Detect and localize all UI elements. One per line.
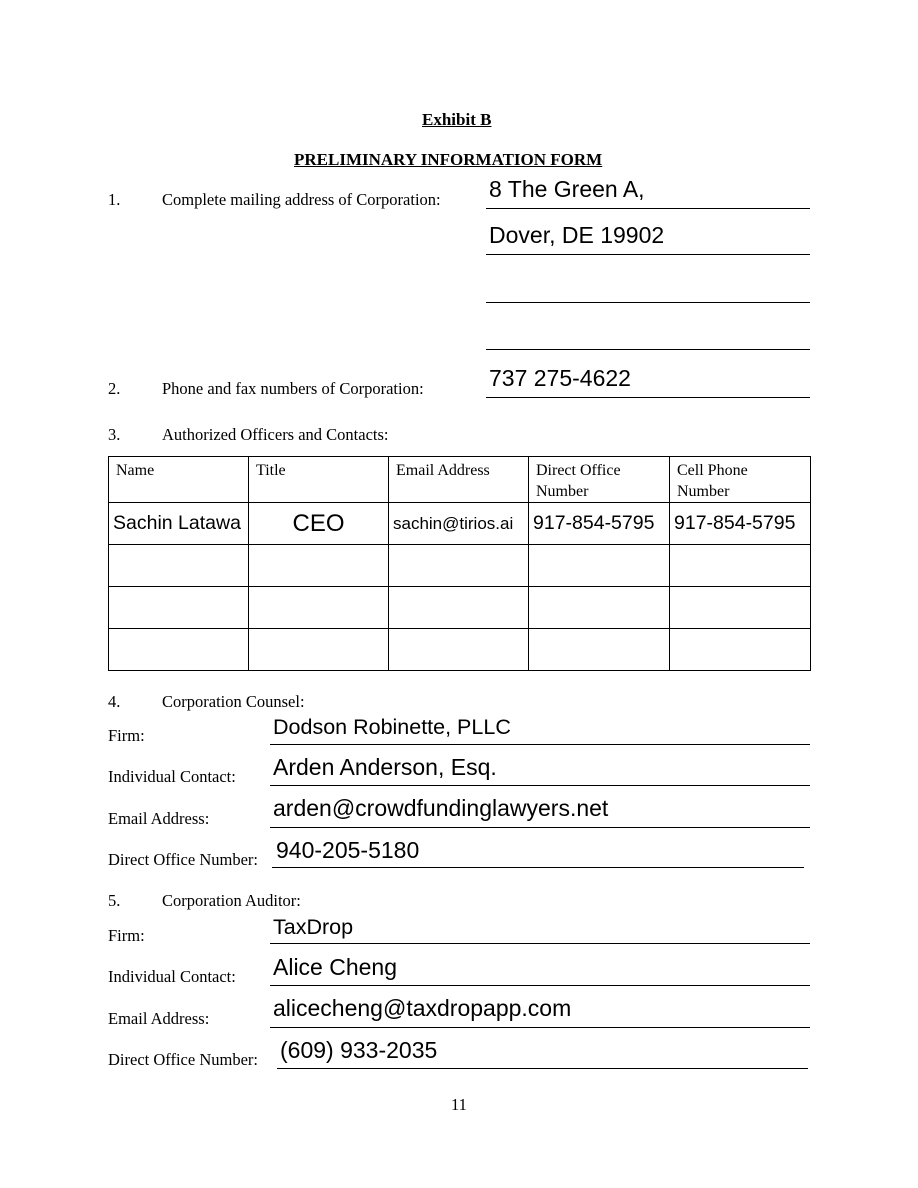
address-line2-value[interactable]: Dover, DE 19902: [489, 222, 665, 248]
section4-number: 4.: [108, 692, 121, 711]
officer-office-number-cell[interactable]: [529, 545, 670, 587]
auditor-contact-label: Individual Contact:: [108, 967, 236, 986]
officer-title-cell[interactable]: [249, 545, 389, 587]
counsel-firm-label: Firm:: [108, 726, 145, 745]
officer-title-cell[interactable]: [249, 587, 389, 629]
officer-title-cell[interactable]: [249, 629, 389, 671]
officers-table: [108, 456, 811, 671]
auditor-email-label: Email Address:: [108, 1009, 210, 1028]
officer-cell-number-cell[interactable]: 917-854-5795: [670, 503, 811, 545]
officer-name-cell[interactable]: [109, 545, 249, 587]
address-line1-underline: [486, 208, 810, 209]
officer-cell-number-cell[interactable]: [670, 587, 811, 629]
section1-label: Complete mailing address of Corporation:: [162, 190, 441, 209]
table-row: [109, 629, 811, 671]
section5-label: Corporation Auditor:: [162, 891, 301, 910]
table-row: [109, 503, 811, 545]
auditor-contact-value[interactable]: Alice Cheng: [273, 954, 398, 980]
auditor-firm-label: Firm:: [108, 926, 145, 945]
table-row: [109, 587, 811, 629]
phone-fax-value[interactable]: 737 275-4622: [489, 365, 631, 391]
counsel-contact-value[interactable]: Arden Anderson, Esq.: [273, 754, 497, 780]
counsel-email-underline: [270, 827, 810, 828]
officer-email-cell[interactable]: sachin@tirios.ai: [389, 503, 529, 545]
counsel-phone-value[interactable]: 940-205-5180: [276, 837, 420, 863]
section4-label: Corporation Counsel:: [162, 692, 305, 711]
counsel-contact-underline: [270, 785, 810, 786]
address-line3-underline: [486, 302, 810, 303]
page-number: 11: [451, 1095, 467, 1114]
section5-number: 5.: [108, 891, 121, 910]
column-header: Email Address: [389, 457, 529, 503]
column-header: Cell Phone Number: [670, 457, 811, 503]
officer-cell-number-cell[interactable]: [670, 629, 811, 671]
officer-name-cell[interactable]: [109, 629, 249, 671]
auditor-email-underline: [270, 1027, 810, 1028]
officer-name-cell[interactable]: Sachin Latawa: [109, 503, 249, 545]
auditor-firm-underline: [270, 943, 810, 944]
counsel-contact-label: Individual Contact:: [108, 767, 236, 786]
form-title: PRELIMINARY INFORMATION FORM: [294, 150, 603, 169]
section1-number: 1.: [108, 190, 121, 209]
column-header: Direct Office Number: [529, 457, 670, 503]
table-row: [109, 545, 811, 587]
officer-email-cell[interactable]: [389, 545, 529, 587]
section2-number: 2.: [108, 379, 121, 398]
counsel-email-value[interactable]: arden@crowdfundinglawyers.net: [273, 795, 609, 821]
auditor-contact-underline: [270, 985, 810, 986]
section2-label: Phone and fax numbers of Corporation:: [162, 379, 424, 398]
officer-office-number-cell[interactable]: [529, 587, 670, 629]
auditor-phone-value[interactable]: (609) 933-2035: [280, 1037, 438, 1063]
counsel-phone-underline: [272, 867, 804, 868]
officer-email-cell[interactable]: [389, 629, 529, 671]
column-header: Title: [249, 457, 389, 503]
table-header-row: [109, 457, 811, 503]
section3-label: Authorized Officers and Contacts:: [162, 425, 389, 444]
exhibit-title: Exhibit B: [422, 110, 492, 129]
address-line1-value[interactable]: 8 The Green A,: [489, 176, 645, 202]
officer-title-cell[interactable]: CEO: [249, 503, 389, 545]
auditor-firm-value[interactable]: TaxDrop: [273, 915, 354, 939]
officer-email-cell[interactable]: [389, 587, 529, 629]
phone-fax-underline: [486, 397, 810, 398]
auditor-phone-underline: [277, 1068, 808, 1069]
counsel-firm-underline: [270, 744, 810, 745]
officer-cell-number-cell[interactable]: [670, 545, 811, 587]
column-header: Name: [109, 457, 249, 503]
auditor-phone-label: Direct Office Number:: [108, 1050, 258, 1069]
officer-office-number-cell[interactable]: [529, 629, 670, 671]
section3-number: 3.: [108, 425, 121, 444]
counsel-email-label: Email Address:: [108, 809, 210, 828]
counsel-phone-label: Direct Office Number:: [108, 850, 258, 869]
auditor-email-value[interactable]: alicecheng@taxdropapp.com: [273, 995, 572, 1021]
counsel-firm-value[interactable]: Dodson Robinette, PLLC: [273, 715, 511, 739]
officer-name-cell[interactable]: [109, 587, 249, 629]
address-line4-underline: [486, 349, 810, 350]
address-line2-underline: [486, 254, 810, 255]
officer-office-number-cell[interactable]: 917-854-5795: [529, 503, 670, 545]
